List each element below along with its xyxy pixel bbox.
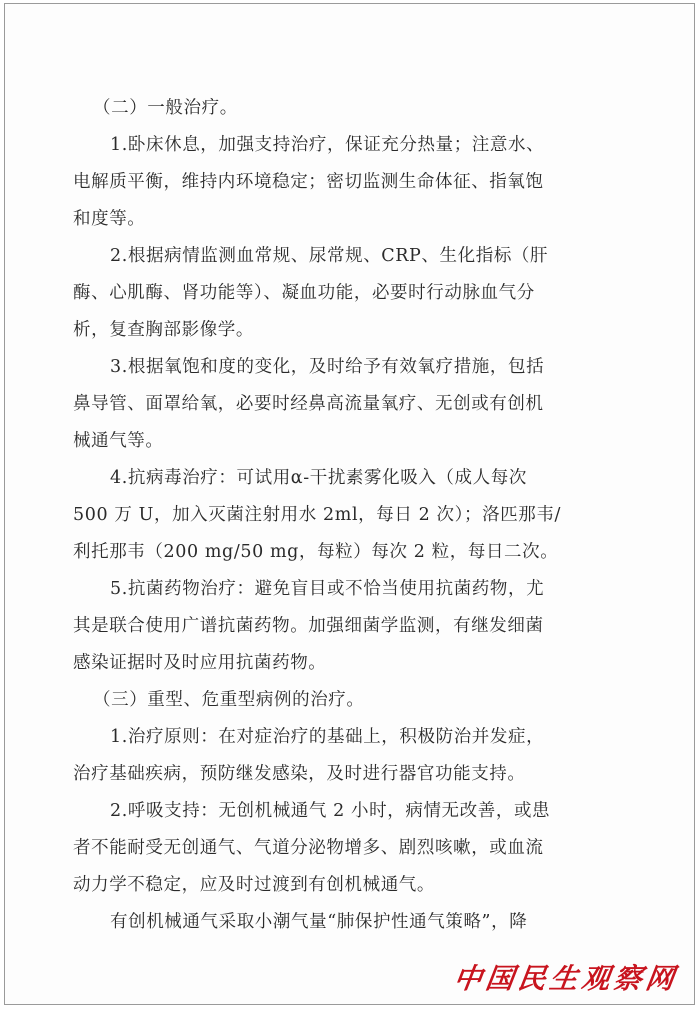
paragraph-line: 4.抗病毒治疗：可试用α-干扰素雾化吸入（成人每次 [110, 468, 527, 488]
paragraph-line: 有创机械通气采取小潮气量“肺保护性通气策略”，降 [110, 912, 528, 932]
paragraph-line: 2.根据病情监测血常规、尿常规、CRP、生化指标（肝 [110, 246, 549, 266]
document-page [4, 3, 695, 1005]
paragraph-line: 械通气等。 [73, 431, 164, 451]
document-body [73, 90, 613, 941]
paragraph-line: 其是联合使用广谱抗菌药物。加强细菌学监测，有继发细菌 [73, 616, 544, 636]
paragraph-line: 利托那韦（200 mg/50 mg，每粒）每次 2 粒，每日二次。 [73, 542, 559, 562]
paragraph-line: 1.卧床休息，加强支持治疗，保证充分热量；注意水、 [110, 135, 545, 155]
paragraph-line: 500 万 U，加入灭菌注射用水 2ml，每日 2 次）；洛匹那韦/ [73, 505, 561, 525]
paragraph-line: 电解质平衡，维持内环境稳定；密切监测生命体征、指氧饱 [73, 172, 544, 192]
paragraph-line: 鼻导管、面罩给氧，必要时经鼻高流量氧疗、无创或有创机 [73, 394, 544, 414]
paragraph-line: 1.治疗原则：在对症治疗的基础上，积极防治并发症， [110, 727, 545, 747]
paragraph-line: 3.根据氧饱和度的变化，及时给予有效氧疗措施，包括 [110, 357, 545, 377]
site-watermark: 中国民生观察网 [451, 962, 681, 995]
paragraph-line: 动力学不稳定，应及时过渡到有创机械通气。 [73, 875, 435, 895]
paragraph-line: 感染证据时及时应用抗菌药物。 [73, 653, 327, 673]
paragraph-line: 者不能耐受无创通气、气道分泌物增多、剧烈咳嗽，或血流 [73, 838, 544, 858]
paragraph-line: 治疗基础疾病，预防继发感染，及时进行器官功能支持。 [73, 764, 526, 784]
section-heading: （二）一般治疗。 [93, 98, 238, 118]
paragraph-line: 5.抗菌药物治疗：避免盲目或不恰当使用抗菌药物，尤 [110, 579, 545, 599]
paragraph-line: 酶、心肌酶、肾功能等）、凝血功能，必要时行动脉血气分 [73, 283, 535, 303]
paragraph-line: 2.呼吸支持：无创机械通气 2 小时，病情无改善，或患 [110, 801, 551, 821]
paragraph-line: 析，复查胸部影像学。 [73, 320, 254, 340]
paragraph-line: 和度等。 [73, 209, 146, 229]
section-heading: （三）重型、危重型病例的治疗。 [93, 690, 365, 710]
